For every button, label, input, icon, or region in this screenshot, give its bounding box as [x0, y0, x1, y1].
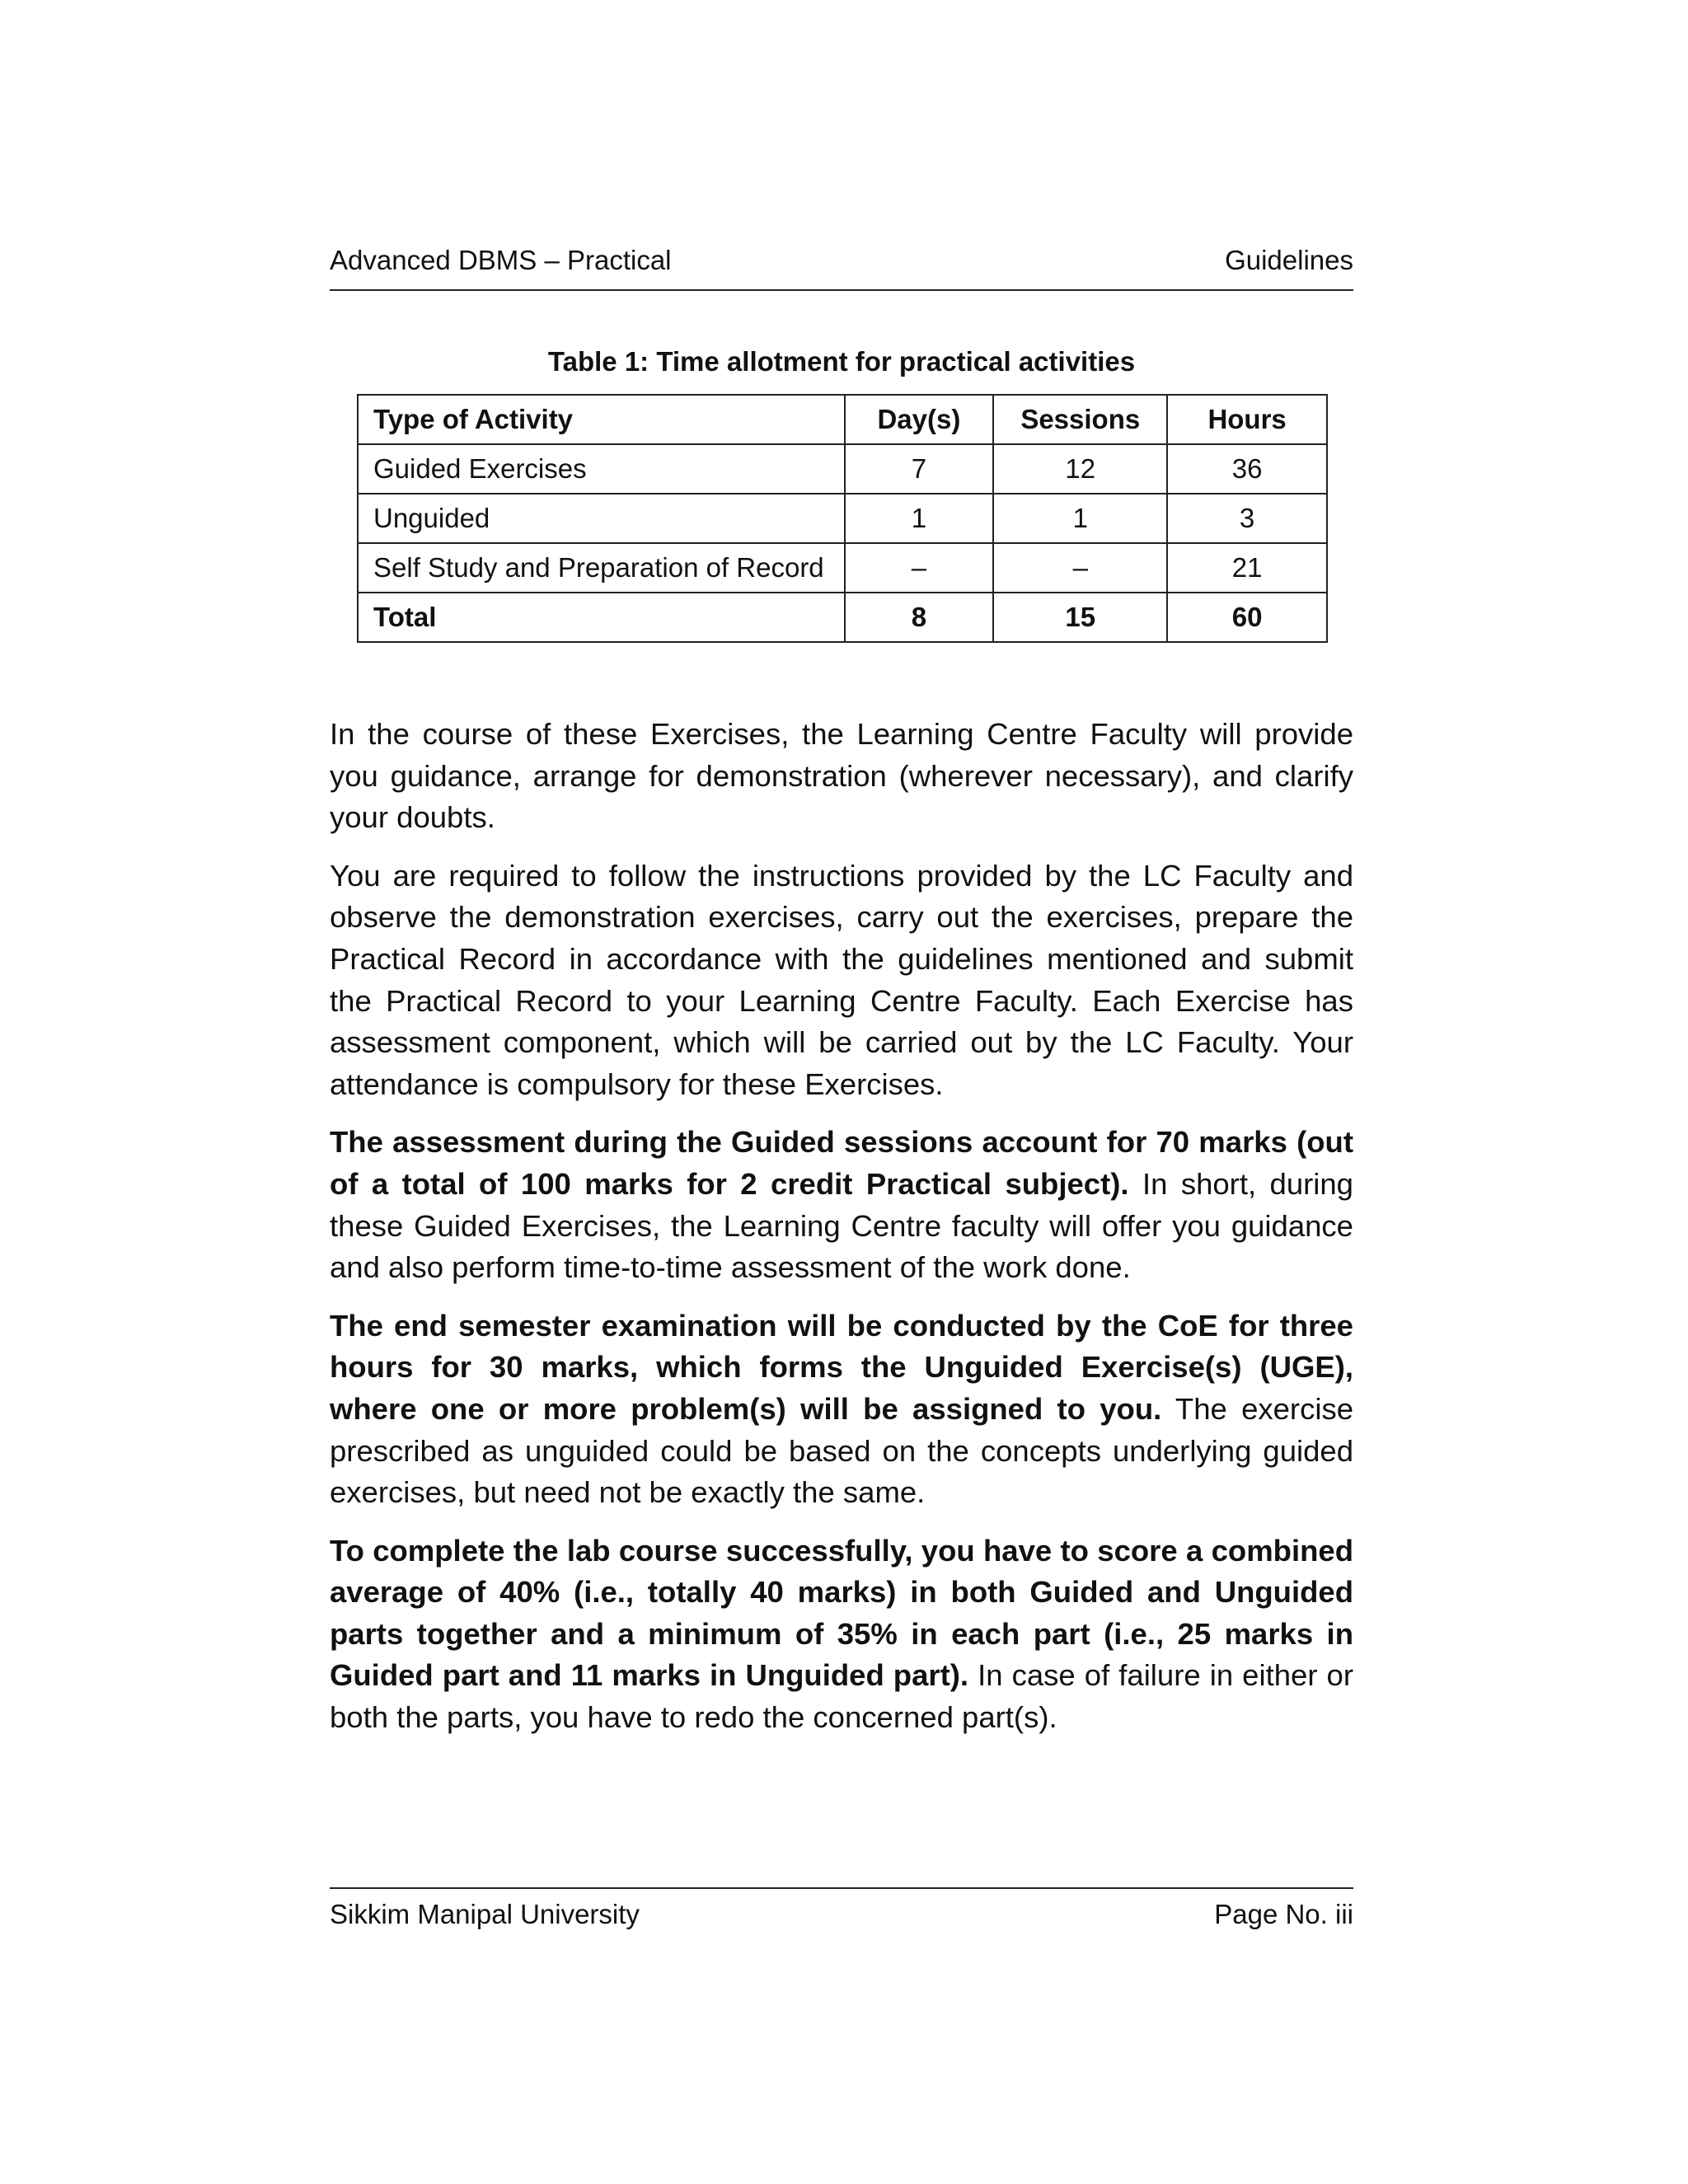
completion-criteria-emphasis: To complete the lab course successfully, you have to score a combined average of 40% (i.e., totally 40 marks) in both Guided and Unguided parts together and a minimum of 35% in each part (i.e., 25 marks in Guided part and 11 marks in Unguided part). — [330, 1533, 1353, 1693]
activity-cell: Guided Exercises — [358, 444, 845, 494]
column-header-activity: Type of Activity — [358, 395, 845, 444]
footer-university: Sikkim Manipal University — [330, 1899, 640, 1929]
days-cell: – — [845, 543, 994, 593]
days-cell: 7 — [845, 444, 994, 494]
activity-cell: Self Study and Preparation of Record — [358, 543, 845, 593]
table-header-row — [358, 395, 1327, 444]
paragraph-faculty-guidance: In the course of these Exercises, the Learning Centre Faculty will provide you guidance, arrange for demonstration (wherever necessary), and clarify your doubts. — [330, 717, 1353, 835]
sessions-cell: 1 — [993, 494, 1167, 543]
total-hours-cell: 60 — [1167, 593, 1327, 642]
page-footer — [330, 1887, 1353, 1929]
body-text — [330, 714, 1353, 1755]
hours-cell: 36 — [1167, 444, 1327, 494]
table-caption: Table 1: Time allotment for practical activities — [547, 346, 1136, 377]
table-row — [358, 543, 1327, 593]
table-row — [358, 494, 1327, 543]
end-semester-detail: The exercise prescribed as unguided could be based on the concepts underlying guided exercises, but need not be exactly the same. — [330, 1391, 1353, 1510]
header-section-title: Guidelines — [1225, 245, 1353, 275]
header-course-title: Advanced DBMS – Practical — [330, 245, 672, 275]
end-semester-emphasis: The end semester examination will be conducted by the CoE for three hours for 30 marks, which forms the Unguided Exercise(s) (UGE), where one or more problem(s) will be assigned to you. — [330, 1308, 1353, 1426]
paragraph-completion-criteria — [330, 1530, 1353, 1739]
column-header-days: Day(s) — [845, 395, 994, 444]
table-total-row — [358, 593, 1327, 642]
guided-assessment-detail: In short, during these Guided Exercises, the Learning Centre faculty will offer you guidance and also perform time-to-time assessment of the work done. — [330, 1166, 1353, 1285]
footer-page-number: Page No. iii — [1214, 1899, 1353, 1929]
total-sessions-cell: 15 — [993, 593, 1167, 642]
time-allotment-table — [357, 394, 1328, 643]
paragraph-guided-assessment — [330, 1122, 1353, 1288]
hours-cell: 21 — [1167, 543, 1327, 593]
total-days-cell: 8 — [845, 593, 994, 642]
paragraph-end-semester — [330, 1305, 1353, 1514]
paragraph-instructions: You are required to follow the instructions provided by the LC Faculty and observe the demonstration exercises, carry out the exercises, prepare the Practical Record in accordance with the guidelines mentioned and submit the Practical Record to your Learning Centre Faculty. Each Exercise has assessment component, which will be carried out by the LC Faculty. Your attendance is compulsory for these Exercises. — [330, 858, 1353, 1101]
column-header-hours: Hours — [1167, 395, 1327, 444]
table-row — [358, 444, 1327, 494]
sessions-cell: 12 — [993, 444, 1167, 494]
days-cell: 1 — [845, 494, 994, 543]
completion-criteria-detail: In case of failure in either or both the parts, you have to redo the concerned part(s). — [330, 1658, 1353, 1735]
page-header — [330, 245, 1353, 291]
guided-assessment-emphasis: The assessment during the Guided sessions account for 70 marks (out of a total of 100 marks for 2 credit Practical subject). — [330, 1125, 1353, 1201]
activity-cell: Unguided — [358, 494, 845, 543]
column-header-sessions: Sessions — [993, 395, 1167, 444]
sessions-cell: – — [993, 543, 1167, 593]
total-label-cell: Total — [358, 593, 845, 642]
hours-cell: 3 — [1167, 494, 1327, 543]
